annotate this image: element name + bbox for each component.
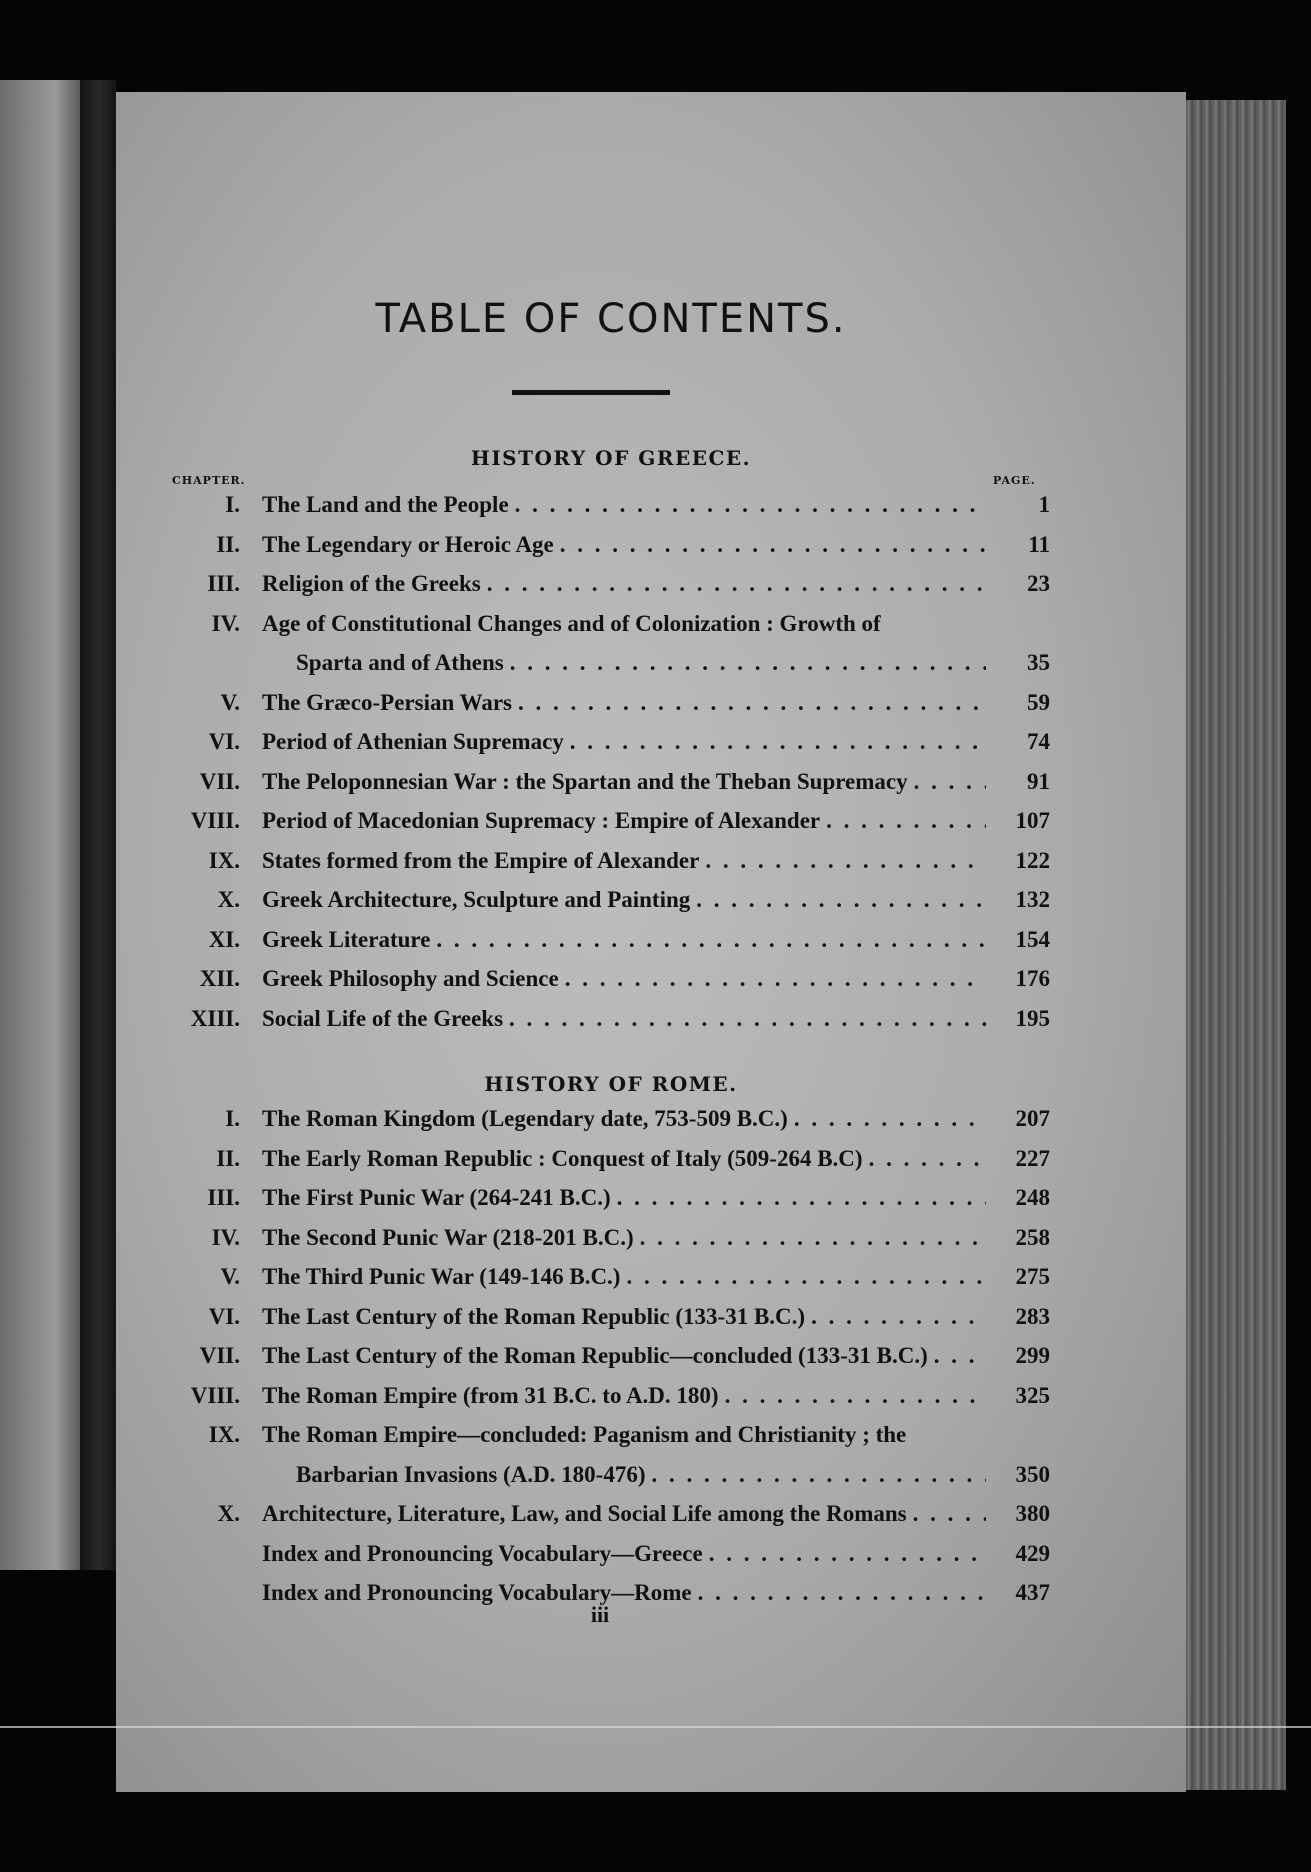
dot-leader bbox=[705, 848, 986, 874]
chapter-title: Architecture, Literature, Law, and Social Life among the Romans bbox=[262, 1501, 907, 1526]
dot-leader bbox=[709, 1541, 986, 1567]
page-reference: 437 bbox=[1015, 1580, 1050, 1605]
chapter-column-label: CHAPTER. bbox=[172, 474, 246, 487]
chapter-number: I. bbox=[225, 1106, 240, 1131]
chapter-title: Age of Constitutional Changes and of Colonization : Growth of bbox=[262, 610, 881, 636]
page-reference: 275 bbox=[1015, 1264, 1050, 1289]
chapter-number: III. bbox=[207, 571, 240, 596]
page-reference: 11 bbox=[1028, 531, 1050, 557]
page-reference: 154 bbox=[1015, 926, 1050, 952]
title-rule bbox=[512, 390, 670, 395]
rome-toc-entry bbox=[140, 1146, 1050, 1182]
chapter-number: IV. bbox=[211, 1224, 240, 1250]
chapter-number: XI. bbox=[208, 926, 240, 952]
chapter-title: The Third Punic War (149-146 B.C.) bbox=[262, 1264, 621, 1289]
chapter-number: II. bbox=[216, 1145, 240, 1171]
greece-toc-entry bbox=[140, 650, 1050, 686]
chapter-title: The Peloponnesian War : the Spartan and the Theban Supremacy bbox=[262, 768, 908, 794]
chapter-number: VIII. bbox=[190, 1382, 240, 1408]
chapter-number: V. bbox=[220, 689, 240, 715]
greece-toc-entry bbox=[140, 966, 1050, 1002]
chapter-title: Barbarian Invasions (A.D. 180-476) bbox=[296, 1461, 646, 1487]
chapter-number: VI. bbox=[208, 729, 240, 754]
page-reference: 227 bbox=[1015, 1145, 1050, 1171]
page-reference: 325 bbox=[1015, 1382, 1050, 1408]
dot-leader bbox=[794, 1106, 986, 1132]
chapter-title: Greek Philosophy and Science bbox=[262, 966, 559, 991]
section-heading-greece: HISTORY OF GREECE. bbox=[470, 446, 752, 470]
dot-leader bbox=[626, 1264, 986, 1290]
chapter-number: IV. bbox=[211, 610, 240, 636]
dot-leader bbox=[725, 1383, 986, 1409]
rome-toc-entry bbox=[140, 1264, 1050, 1300]
page-reference: 107 bbox=[1015, 808, 1050, 833]
scan-line bbox=[0, 1726, 1311, 1728]
dot-leader bbox=[826, 808, 986, 834]
chapter-title: The Legendary or Heroic Age bbox=[262, 531, 554, 557]
greece-toc-entry bbox=[140, 848, 1050, 884]
page-reference: 299 bbox=[1015, 1343, 1050, 1368]
chapter-title: Period of Athenian Supremacy bbox=[262, 729, 564, 754]
dot-leader bbox=[698, 1580, 986, 1606]
page-reference: 35 bbox=[1027, 650, 1050, 675]
dot-leader bbox=[565, 966, 986, 992]
greece-toc-entry bbox=[140, 611, 1050, 647]
page-reference: 207 bbox=[1015, 1106, 1050, 1131]
dot-leader bbox=[487, 571, 986, 597]
chapter-title: The Græco-Persian Wars bbox=[262, 689, 512, 715]
chapter-number: VII. bbox=[199, 768, 240, 794]
dot-leader bbox=[914, 769, 986, 795]
greece-toc-entry bbox=[140, 1006, 1050, 1042]
rome-toc-entry bbox=[140, 1106, 1050, 1142]
page-reference: 258 bbox=[1015, 1224, 1050, 1250]
greece-toc-entry bbox=[140, 690, 1050, 726]
greece-toc-entry bbox=[140, 571, 1050, 607]
chapter-title: Religion of the Greeks bbox=[262, 571, 481, 596]
chapter-title: The Roman Kingdom (Legendary date, 753-509 B.C.) bbox=[262, 1106, 788, 1131]
dot-leader bbox=[515, 492, 986, 518]
dot-leader bbox=[509, 1006, 986, 1032]
chapter-title: The First Punic War (264-241 B.C.) bbox=[262, 1185, 611, 1210]
dot-leader bbox=[913, 1501, 986, 1527]
page-reference: 429 bbox=[1015, 1540, 1050, 1566]
chapter-title: Index and Pronouncing Vocabulary—Greece bbox=[262, 1540, 703, 1566]
dot-leader bbox=[696, 887, 986, 913]
page-reference: 1 bbox=[1038, 492, 1050, 517]
chapter-number: XII. bbox=[199, 966, 240, 991]
page-title: TABLE OF CONTENTS. bbox=[375, 296, 847, 342]
chapter-number: XIII. bbox=[190, 1005, 240, 1031]
page-number: iii bbox=[590, 1602, 610, 1627]
chapter-title: Period of Macedonian Supremacy : Empire of Alexander bbox=[262, 808, 821, 833]
chapter-number: V. bbox=[220, 1264, 240, 1289]
dot-leader bbox=[436, 927, 986, 953]
chapter-number: X. bbox=[217, 1501, 240, 1526]
dot-leader bbox=[617, 1185, 986, 1211]
chapter-number: VIII. bbox=[190, 808, 240, 833]
chapter-title: States formed from the Empire of Alexander bbox=[262, 847, 700, 873]
rome-toc-entry bbox=[140, 1225, 1050, 1261]
dot-leader bbox=[560, 532, 986, 558]
greece-toc-entry bbox=[140, 532, 1050, 568]
chapter-title: The Second Punic War (218-201 B.C.) bbox=[262, 1224, 634, 1250]
rome-toc-entry bbox=[140, 1383, 1050, 1419]
greece-toc-entry bbox=[140, 492, 1050, 528]
page-reference: 122 bbox=[1015, 847, 1050, 873]
rome-toc-entry bbox=[140, 1185, 1050, 1221]
page-reference: 380 bbox=[1015, 1501, 1050, 1526]
rome-toc-entry bbox=[140, 1541, 1050, 1577]
chapter-number: IX. bbox=[208, 1422, 240, 1447]
chapter-title: Index and Pronouncing Vocabulary—Rome bbox=[262, 1580, 692, 1605]
greece-toc-entry bbox=[140, 887, 1050, 923]
rome-toc-entry bbox=[140, 1343, 1050, 1379]
greece-toc-entry bbox=[140, 769, 1050, 805]
page-column-label: PAGE. bbox=[993, 474, 1036, 487]
page-reference: 59 bbox=[1027, 689, 1050, 715]
page-reference: 195 bbox=[1015, 1005, 1050, 1031]
dot-leader bbox=[518, 690, 986, 716]
page-reference: 132 bbox=[1015, 887, 1050, 912]
chapter-title: Greek Literature bbox=[262, 926, 431, 952]
chapter-number: X. bbox=[217, 887, 240, 912]
dot-leader bbox=[640, 1225, 986, 1251]
chapter-title: The Roman Empire—concluded: Paganism and Christianity ; the bbox=[262, 1422, 907, 1447]
chapter-number: III. bbox=[207, 1185, 240, 1210]
chapter-title: The Land and the People bbox=[262, 492, 509, 517]
chapter-title: Greek Architecture, Sculpture and Painting bbox=[262, 887, 691, 912]
greece-toc-entry bbox=[140, 927, 1050, 963]
dot-leader bbox=[934, 1343, 986, 1369]
dot-leader bbox=[652, 1462, 986, 1488]
chapter-title: The Early Roman Republic : Conquest of Italy (509-264 B.C) bbox=[262, 1145, 863, 1171]
chapter-number: II. bbox=[216, 531, 240, 557]
chapter-title: Sparta and of Athens bbox=[296, 650, 504, 675]
page-reference: 176 bbox=[1015, 966, 1050, 991]
page-reference: 91 bbox=[1027, 768, 1050, 794]
dot-leader bbox=[510, 650, 986, 676]
page-reference: 283 bbox=[1015, 1303, 1050, 1329]
chapter-title: Social Life of the Greeks bbox=[262, 1005, 504, 1031]
page-reference: 74 bbox=[1027, 729, 1050, 754]
chapter-number: VII. bbox=[199, 1343, 240, 1368]
greece-toc-entry bbox=[140, 808, 1050, 844]
rome-toc-entry bbox=[140, 1501, 1050, 1537]
chapter-number: IX. bbox=[208, 847, 240, 873]
chapter-number: VI. bbox=[208, 1303, 240, 1329]
dot-leader bbox=[570, 729, 986, 755]
chapter-title: The Last Century of the Roman Republic (133-31 B.C.) bbox=[262, 1303, 806, 1329]
chapter-title: The Last Century of the Roman Republic—concluded (133-31 B.C.) bbox=[262, 1343, 928, 1368]
page-reference: 23 bbox=[1027, 571, 1050, 596]
page-stack-edge bbox=[1186, 100, 1286, 1790]
greece-toc-entry bbox=[140, 729, 1050, 765]
rome-toc-entry bbox=[140, 1304, 1050, 1340]
chapter-number: I. bbox=[225, 492, 240, 517]
rome-toc-entry bbox=[140, 1422, 1050, 1458]
dot-leader bbox=[811, 1304, 986, 1330]
rome-toc-entry bbox=[140, 1462, 1050, 1498]
section-heading-rome: HISTORY OF ROME. bbox=[484, 1072, 738, 1096]
page-reference: 350 bbox=[1015, 1461, 1050, 1487]
chapter-title: The Roman Empire (from 31 B.C. to A.D. 180) bbox=[262, 1382, 719, 1408]
dot-leader bbox=[869, 1146, 986, 1172]
page-reference: 248 bbox=[1015, 1185, 1050, 1210]
